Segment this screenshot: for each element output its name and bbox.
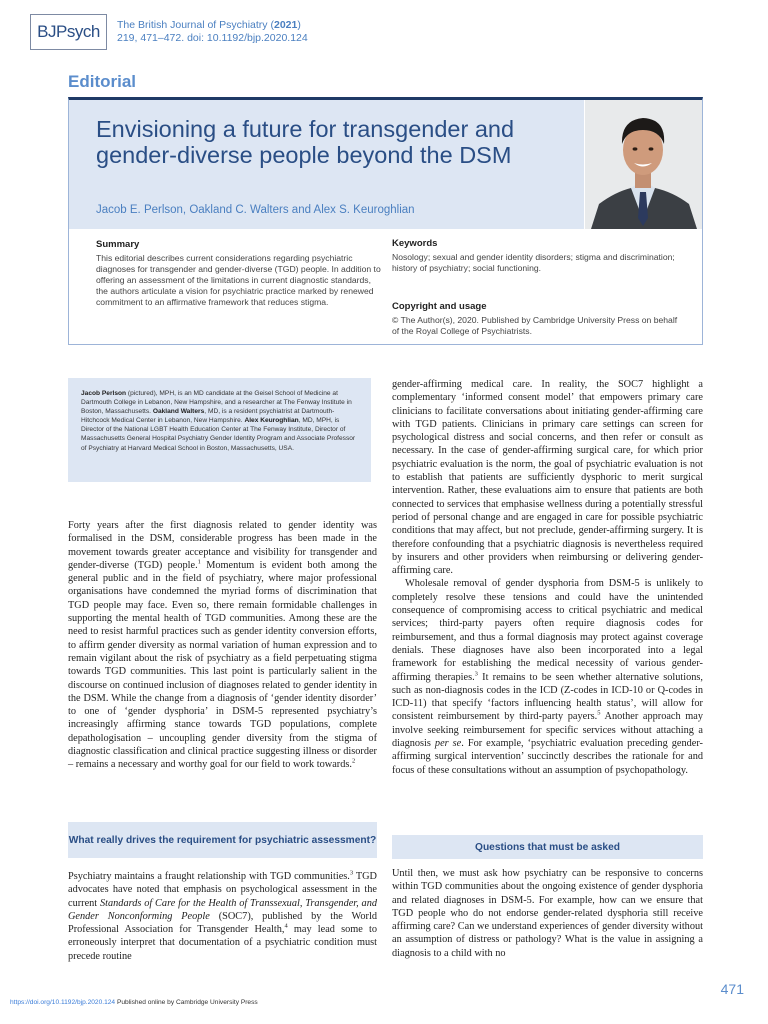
keywords-heading: Keywords [392,238,438,249]
section1-paragraph [68,870,377,963]
author-photo [585,100,702,229]
intro-paragraph [68,519,377,772]
section-label: Editorial [68,72,137,91]
section-heading-questions [392,835,703,859]
article-header-panel [68,97,703,345]
rp2-text-b: It remains to be seen whether alternative solutions, such as non-diagnosis codes in the ICD (Z-codes in ICD-10 or Q-codes in ICD-11) that specify ‘factors influencing health status’, will allow for consistent reimbursement by third-party payers. [392,671,703,723]
soc7-title: Standards of Care for the Health of Transsexual, Transgender, and Gender Nonconforming People [68,897,377,922]
section2-paragraph: Until then, we must ask how psychiatry can be responsive to concerns within TGD communities about the ongoing existence of gender dysphoria and related diagnoses in DSM-5. For example, how can we ensure that TGD people who do not endorse gender-related dysphoria still receive affirming care? Can we understand experiences of gender diversity without an assumption of distress or pathology? What is the value in assigning a diagnosis to a child with no [392,868,703,959]
section-heading-text: What really drives the requirement for psychiatric assessment? [68,834,377,846]
per-se-italic: per se [434,738,462,750]
keywords-section [392,238,682,274]
reference-2[interactable]: 2 [351,757,356,765]
author-portrait-icon [585,100,702,229]
bio-name-keuroghlian: Alex Keuroghlian [244,417,299,425]
s1-text-d: may lead some to erroneously interpret that documentation of a psychiatric condition must precede routine [68,924,377,962]
rp2-text-a: Wholesale removal of gender dysphoria from DSM-5 is unlikely to completely resolve these tensions and could have the unintended consequence of compromising access to critical psychiatric and medical services; third-party payers often require diagnosis codes for reimbursement, and thus a formal diagnosis may protect against coverage denials. These diagnoses have also been incorporated into a legal framework for establishing the medical necessity of various gender-affirming therapies. [392,578,703,683]
copyright-section [392,301,682,337]
reference-5[interactable]: 5 [597,710,601,717]
article-title: Envisioning a future for transgender and gender-diverse people beyond the DSM [96,116,515,168]
section2-heading-text: Questions that must be asked [475,841,620,853]
right-column-text [392,378,703,777]
right-paragraph-2 [392,577,703,776]
journal-name: The British Journal of Psychiatry [117,19,268,31]
bio-text-keuroghlian: , MD, MPH, is Director of the National LGBT Health Education Center at The Fenway Institute, Director of Massachusetts General Hospital Psychiatry Gender Identity Program and Associate Professor of Psychiatry at Harvard Medical School in Boston, Massachusetts, USA. [81,417,356,452]
page-number: 471 [720,981,744,997]
journal-year: 2021 [273,19,298,31]
copyright-heading: Copyright and usage [392,301,487,312]
s1-text-c: (SOC7), published by the World Professional Association for Transgender Health, [68,910,377,936]
bio-text-walters: , MD, is a resident psychiatrist at Dartmouth-Hitchcock Medical Center in Lebanon, New Hampshire. [81,408,335,425]
published-note: Published online by Cambridge University Press [115,999,258,1006]
bio-text-perlson: (pictured), MPH, is an MD candidate at the Geisel School of Medicine at Dartmouth College in Lebanon, New Hampshire, and a researcher at The Fenway Institute in Boston, Massachusetts. [81,390,352,416]
s1-text-b: TGD advocates have noted that emphasis on psychological assessment in the current [68,871,377,909]
bio-name-perlson: Jacob Perlson [81,390,127,397]
summary-section [96,239,381,308]
rp2-text-d: . For example, ‘psychiatric evaluation preceding gender-affirming surgical intervention’ succinctly describes the rationale for and focus of these consultations without an assumption of psychopathology. [392,738,703,776]
keywords-text: Nosology; sexual and gender identity disorders; stigma and discrimination; history of psychiatry; social functioning. [392,252,675,273]
journal-citation: The British Journal of Psychiatry (2021) 219, 471–472. doi: 10.1192/bjp.2020.124 [117,19,308,44]
doi-link[interactable]: https://doi.org/10.1192/bjp.2020.124 [10,999,116,1006]
reference-3[interactable]: 3 [349,869,354,877]
title-band [69,100,584,229]
intro-text-b: Momentum is evident both among the general public and in the field of psychiatry, where major professional organisations have condemned the myriad forms of discrimination that TGD people may face. Even so, there remain formidable challenges in supporting the mental health of TGD communities. Among these are the need to resist harmful practices such as gender identity conversion efforts, to affirm gender diversity as normal variation of human expression and to remain vigilant about the risk of psychiatry as a field perpetuating stigma towards TGD communities. This last point is particularly salient in the discourse on continued inclusion of diagnoses related to gender identity in the DSM. While the change from a diagnosis of ‘gender identity disorder’ to one of ‘gender dysphoria’ in DSM-5 represented psychiatry’s increasingly affirming stance towards TGD populations, complete depathologisation – uncoupling gender diversity from the stigma of diagnostic classification and clinical practice suggesting illness or disorder – remains a necessary and worthy goal for our field to work towards. [68,559,377,771]
rp2-text-c: Another approach may involve seeking reimbursement for specific services without attaching a diagnosis [392,711,703,750]
s1-text-a: Psychiatry maintains a fraught relationship with TGD communities. [68,871,350,882]
copyright-text: © The Author(s), 2020. Published by Cambridge University Press on behalf of the Royal College of Psychiatrists. [392,315,678,336]
footer-doi [10,999,258,1006]
intro-text-a: Forty years after the first diagnosis related to gender identity was formalised in the DSM, considerable progress has been made in the movement towards greater acceptance and visibility for transgender and gender-diverse (TGD) people. [68,520,377,571]
reference-4[interactable]: 4 [284,922,288,930]
author-bio [68,378,371,482]
section-heading-psychiatric-assessment [68,822,377,858]
citation-line: 219, 471–472. doi: 10.1192/bjp.2020.124 [117,32,308,44]
reference-1[interactable]: 1 [197,558,201,566]
summary-text: This editorial describes current considerations regarding psychiatric diagnoses for transgender and gender-diverse (TGD) people. In addition to offering an assessment of the limitations in current diagnostic standards, the authors articulate a vision for psychiatric practice marked by renewed commitment to an affirmative framework that reduces stigma. [96,253,381,307]
summary-heading: Summary [96,239,140,250]
article-authors: Jacob E. Perlson, Oakland C. Walters and Alex S. Keuroghlian [96,204,415,216]
right-paragraph-1: gender-affirming medical care. In reality, the SOC7 highlight a complementary ‘informed consent model’ that empowers primary care clinicians to facilitate conversations about initiating gender-affirming care with TGD patients. Clinicians in primary care settings can screen for psychological distress and social concerns, and then refer or consult as necessary. In the case of gender-affirming surgical care, for which prior psychiatric evaluation is the norm, the goal of psychiatric evaluation is not to establish that patients are sufficiently dysphoric to merit surgical intervention. Rather, these evaluations aim to ensure that patients are both connected to services that emphasise wellness during a potentially stressful period of personal change and are engaged in care for possible psychiatric conditions that may affect, but not preclude, gender-affirming surgery. It is therefore confounding that a psychiatric diagnosis is nevertheless required by insurers and other providers when reimbursing or delivering gender-affirming care. [392,379,703,577]
reference-3b[interactable]: 3 [474,670,478,678]
journal-logo-text: BJPsych [37,22,100,41]
journal-logo [30,14,107,50]
bio-name-walters: Oakland Walters [152,408,205,416]
